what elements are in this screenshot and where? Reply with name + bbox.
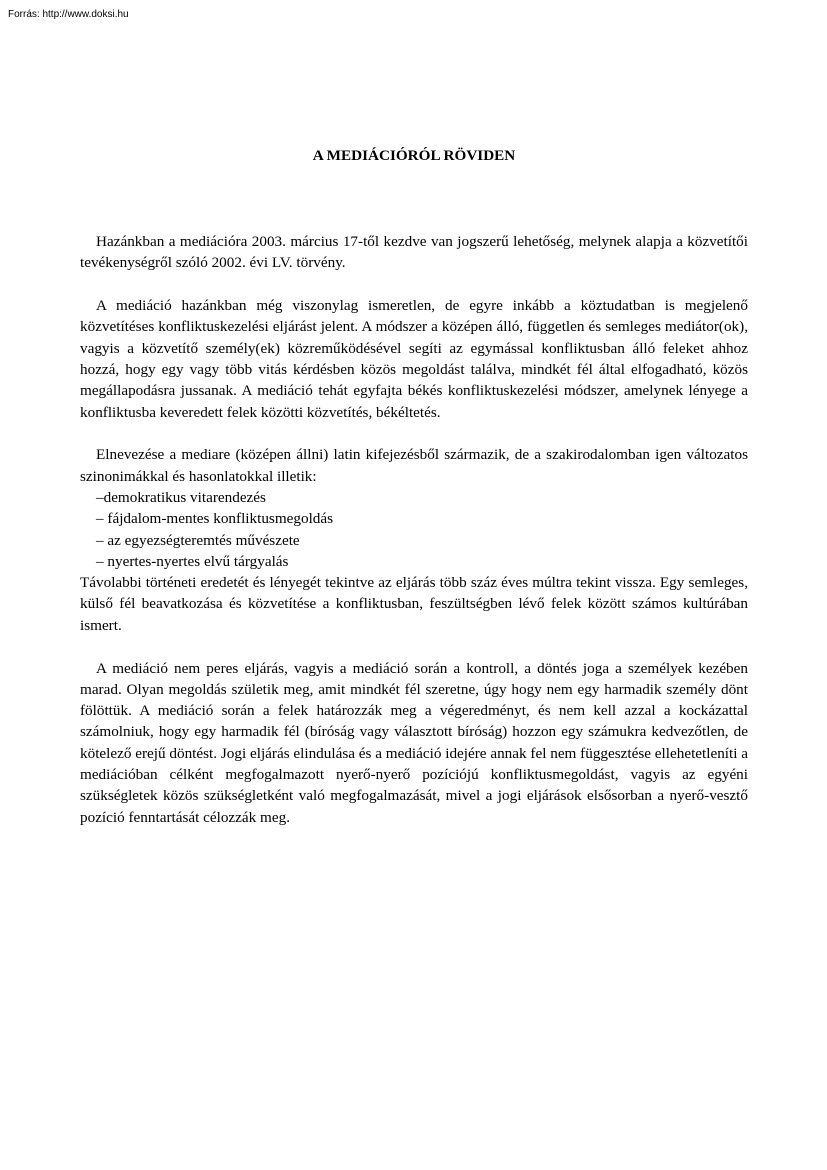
list-item: – fájdalom-mentes konfliktusmegoldás xyxy=(96,510,334,528)
paragraph-definition: A mediáció hazánkban még viszonylag ismeretlen, de egyre inkább a köztudatban is megjelenő közvetítéses konfliktuskezelési eljárást jelent. A módszer a középen álló, független és semleges mediátor(ok), vagyis a közvetítő személy(ek) közreműködésével segíti az egymással konfliktusban álló feleket ahhoz hozzá, hogy egy vagy több vitás kérdésben közös megoldást találva, mindkét fél által elfogadható, közös megállapodásra jussanak. A mediáció tehát egyfajta békés konfliktuskezelési módszer, amelynek lényege a konfliktusba keveredett felek közötti közvetítés, békéltetés. xyxy=(80,297,748,421)
synonym-list xyxy=(80,487,748,572)
etymology-lead: Elnevezése a mediare (középen állni) latin kifejezésből származik, de a szakirodalomban igen változatos szinonimákkal és hasonlatokkal illetik: xyxy=(80,446,748,485)
list-item: – nyertes-nyertes elvű tárgyalás xyxy=(96,552,289,570)
list-item: –demokratikus vitarendezés xyxy=(96,488,266,506)
etymology-history: Távolabbi történeti eredetét és lényegét tekintve az eljárás több száz éves múltra tekint vissza. Egy semleges, külső fél beavatkozása és közvetítése a konfliktusban, feszültségben lévő felek között számos kultúrában ismert. xyxy=(80,574,748,634)
paragraph-non-litigation: A mediáció nem peres eljárás, vagyis a mediáció során a kontroll, a döntés joga a személyek kezében marad. Olyan megoldás születik meg, amit mindkét fél szeretne, úgy hogy nem egy harmadik személy dönt fölöttük. A mediáció során a felek határozzák meg a végeredményt, és nem kell azzal a kockázattal számolniuk, hogy egy harmadik fél (bíróság vagy választott bíróság) hozzon egy számukra kedvezőtlen, de kötelező erejű döntést. Jogi eljárás elindulása és a mediáció idejére annak fel nem függesztése ellehetetleníti a mediációban célként megfogalmazott nyerő-nyerő pozíciójú konfliktusmegoldást, vagyis az egyéni szükségletek közös szükségletként való megfogalmazását, mivel a jogi eljárások elsősorban a nyerő-vesztő pozíció fenntartását célozzák meg. xyxy=(80,659,748,826)
paragraph-etymology xyxy=(80,444,748,636)
document-body xyxy=(80,231,748,828)
list-item: – az egyezségteremtés művészete xyxy=(96,531,300,549)
document-title: A MEDIÁCIÓRÓL RÖVIDEN xyxy=(312,147,516,164)
source-line: Forrás: http://www.doksi.hu xyxy=(8,9,129,20)
paragraph-legal-basis: Hazánkban a mediációra 2003. március 17-től kezdve van jogszerű lehetőség, melynek alapja a közvetítői tevékenységről szóló 2002. évi LV. törvény. xyxy=(80,233,748,272)
